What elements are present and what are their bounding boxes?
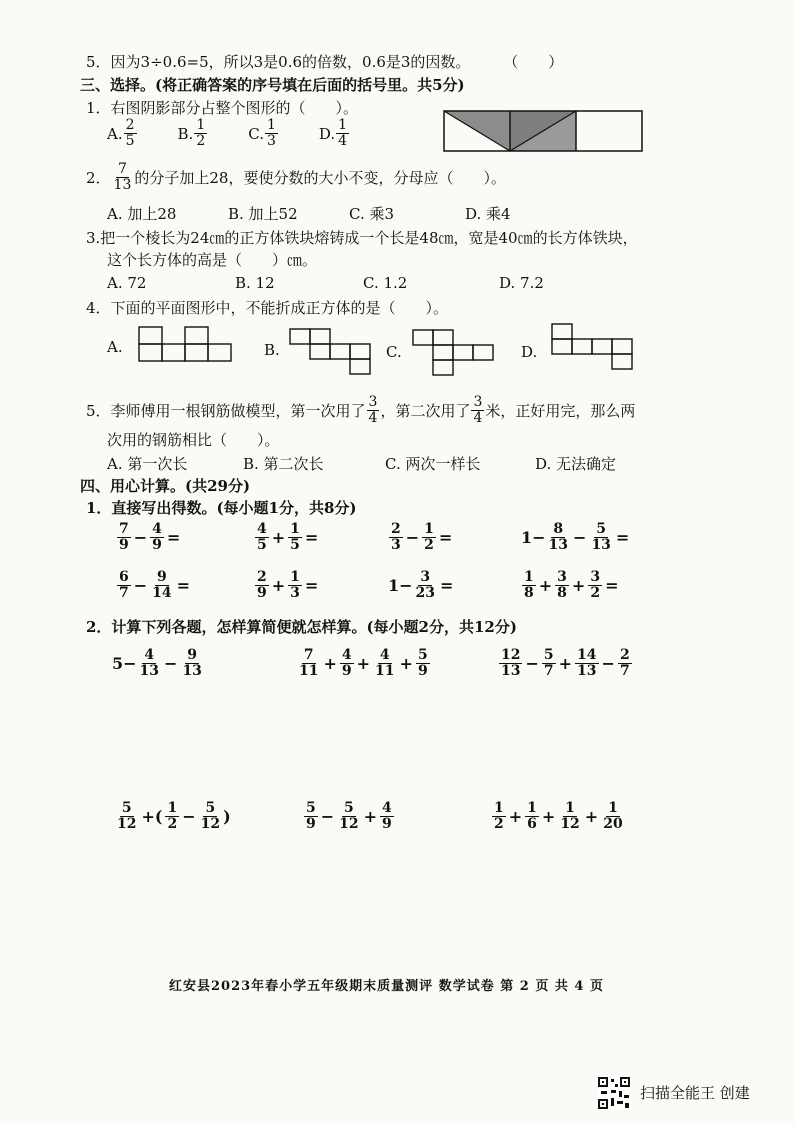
numerator: 1	[524, 569, 534, 585]
denominator: 2	[167, 816, 178, 832]
cube-net-a	[138, 326, 238, 366]
numerator: 2	[257, 569, 267, 585]
operator: +	[541, 807, 556, 826]
denominator: 11	[375, 663, 395, 679]
denominator: 9	[382, 816, 392, 832]
fraction	[525, 801, 539, 832]
fraction	[117, 570, 131, 601]
numerator: 5	[344, 800, 354, 816]
denominator: 5	[125, 133, 135, 149]
numerator: 3	[590, 569, 601, 585]
choice-question-4: 4．下面的平面图形中，不能折成正方体的是（ ）。	[86, 299, 449, 317]
denominator: 14	[152, 585, 172, 601]
denominator: 12	[339, 816, 359, 832]
qr-code-icon	[597, 1076, 631, 1110]
choice-question-3: 3.把一个棱长为24㎝的正方体铁块熔铸成一个长是48㎝，宽是40㎝的长方体铁块，	[86, 229, 638, 247]
denominator: 8	[524, 585, 534, 601]
denominator: 5	[290, 537, 300, 553]
numerator: 2	[125, 117, 135, 133]
fraction	[492, 801, 506, 832]
denominator: 20	[603, 816, 623, 832]
simplify-calc-item	[296, 648, 431, 679]
denominator: 6	[527, 816, 537, 832]
operator: +	[508, 807, 523, 826]
simplify-calc-item	[112, 648, 205, 679]
choice-question-5-line2: 次用的钢筋相比（ ）。	[107, 431, 280, 449]
numerator: 4	[379, 647, 390, 663]
denominator: 23	[415, 585, 436, 601]
denominator: 2	[494, 816, 504, 832]
option: C. 两次一样长	[385, 455, 481, 473]
choice-question-1-options	[107, 118, 390, 149]
fraction: $\frac{3}{4}$	[473, 394, 483, 426]
numerator: 2	[619, 647, 630, 663]
fraction	[288, 570, 302, 601]
numerator: 3	[557, 569, 567, 585]
numerator: 4	[257, 521, 267, 537]
denominator: 9	[341, 663, 352, 679]
fraction	[558, 801, 581, 832]
option: C. 乘3	[349, 205, 395, 223]
fraction	[337, 801, 360, 832]
numerator: 3	[420, 569, 431, 585]
fraction	[199, 801, 222, 832]
fraction	[542, 648, 556, 679]
net-label-d: D.	[521, 343, 538, 361]
numerator: 8	[553, 521, 564, 537]
judge-question-5: 5．因为3÷0.6=5，所以3是0.6的倍数，0.6是3的因数。 （ ）	[86, 53, 564, 71]
fraction	[138, 648, 161, 679]
operator: −	[133, 528, 148, 547]
numerator: 2	[391, 521, 401, 537]
numerator: 5	[306, 800, 316, 816]
numerator: 4	[341, 647, 352, 663]
operator: −	[320, 807, 335, 826]
section-3-title: 三、选择。(将正确答案的序号填在后面的括号里。共5分)	[80, 76, 465, 94]
fraction	[340, 648, 354, 679]
fraction	[194, 118, 207, 149]
numerator: 5	[205, 800, 216, 816]
operator: +	[558, 654, 573, 673]
denominator: 9	[152, 537, 162, 553]
operator: 1−	[521, 528, 546, 547]
numerator: 14	[577, 647, 597, 663]
fraction	[117, 522, 131, 553]
equals: =	[166, 528, 181, 547]
denominator: 2	[590, 585, 601, 601]
operator: +	[323, 654, 337, 673]
fraction	[297, 648, 320, 679]
numerator: 4	[144, 647, 155, 663]
choice-question-3-line2: 这个长方体的高是（ ）㎝。	[107, 251, 318, 269]
simplify-calc-item	[303, 801, 395, 832]
choice-question-3-options	[107, 273, 599, 293]
fraction	[115, 801, 138, 832]
fraction	[180, 648, 203, 679]
numerator: 9	[157, 569, 167, 585]
quick-calc-item	[254, 570, 320, 601]
numerator: 1	[290, 569, 300, 585]
numerator: 5	[596, 521, 607, 537]
operator: −	[525, 654, 539, 673]
simplify-calc-item	[114, 801, 231, 832]
fraction	[255, 522, 269, 553]
denominator: 9	[417, 663, 428, 679]
operator: 1−	[388, 576, 413, 595]
cube-net-c	[412, 329, 502, 377]
fraction	[373, 648, 396, 679]
fraction	[522, 570, 536, 601]
quick-calc-item	[521, 522, 631, 553]
fraction	[304, 801, 318, 832]
denominator: 4	[338, 133, 348, 149]
fraction	[150, 522, 164, 553]
net-label-c: C.	[386, 343, 402, 361]
denominator: 13	[139, 663, 160, 679]
fraction	[389, 522, 403, 553]
fraction	[165, 801, 179, 832]
numerator: 1	[527, 800, 537, 816]
fraction: $\frac{7}{13}$	[113, 161, 132, 193]
numerator: 6	[119, 569, 129, 585]
numerator: 12	[501, 647, 521, 663]
option-label: C.	[248, 124, 264, 143]
equals: =	[605, 576, 619, 595]
fraction	[589, 522, 612, 553]
denominator: 2	[424, 537, 434, 553]
fraction	[575, 648, 598, 679]
operator: −	[601, 654, 615, 673]
fraction: $\frac{3}{4}$	[368, 394, 378, 426]
numerator: 7	[119, 521, 129, 537]
choice-question-1: 1．右图阴影部分占整个图形的（ ）。	[86, 99, 359, 117]
option-label: B.	[177, 124, 194, 143]
operator: +	[571, 576, 586, 595]
calc-part-1-title: 1．直接写出得数。(每小题1分，共8分)	[86, 499, 357, 517]
operator: )	[223, 807, 231, 826]
denominator: 12	[560, 816, 580, 832]
option: A. 72	[107, 274, 147, 292]
denominator: 9	[119, 537, 129, 553]
fraction	[422, 522, 436, 553]
equals: =	[304, 528, 319, 547]
fraction	[380, 801, 394, 832]
operator: −	[133, 576, 148, 595]
fraction	[414, 570, 437, 601]
denominator: 9	[306, 816, 316, 832]
operator: +	[584, 807, 599, 826]
equals: =	[176, 576, 191, 595]
denominator: 13	[548, 537, 569, 553]
denominator: 7	[543, 663, 554, 679]
operator: +(	[141, 807, 163, 826]
net-label-b: B.	[264, 341, 280, 359]
numerator: 5	[543, 647, 554, 663]
denominator: 3	[266, 133, 276, 149]
choice-question-2-options	[107, 204, 565, 224]
numerator: 1	[565, 800, 575, 816]
option	[248, 118, 279, 149]
option: D. 7.2	[499, 274, 544, 292]
quick-calc-item	[521, 570, 620, 601]
fraction	[588, 570, 602, 601]
fraction	[499, 648, 522, 679]
denominator: 3	[391, 537, 401, 553]
denominator: 8	[557, 585, 567, 601]
operator: 5−	[112, 654, 137, 673]
fraction	[416, 648, 430, 679]
option-label: A.	[107, 124, 123, 143]
fraction	[150, 570, 173, 601]
equals: =	[438, 528, 453, 547]
fraction	[288, 522, 302, 553]
denominator: 5	[257, 537, 267, 553]
option: A. 加上28	[107, 205, 177, 223]
operator: −	[405, 528, 420, 547]
calc-part-2-title: 2．计算下列各题，怎样算简便就怎样算。(每小题2分，共12分)	[86, 618, 517, 636]
numerator: 1	[338, 117, 348, 133]
operator: +	[538, 576, 553, 595]
choice-question-2: 2． $\frac{7}{13}$ 的分子加上28，要使分数的大小不变，分母应（ ）。	[86, 161, 506, 193]
equals: =	[440, 576, 454, 595]
denominator: 7	[119, 585, 129, 601]
operator: +	[399, 654, 413, 673]
fraction	[265, 118, 278, 149]
fraction	[555, 570, 569, 601]
numerator: 1	[167, 800, 178, 816]
operator: +	[271, 576, 286, 595]
option	[319, 118, 350, 149]
choice-question-5-options	[107, 454, 635, 474]
denominator: 13	[577, 663, 597, 679]
numerator: 4	[152, 521, 162, 537]
simplify-calc-item	[498, 648, 633, 679]
numerator: 1	[608, 800, 618, 816]
section-4-title: 四、用心计算。(共29分)	[80, 477, 251, 495]
operator: −	[182, 807, 196, 826]
numerator: 1	[266, 117, 276, 133]
equals: =	[304, 576, 319, 595]
simplify-calc-item	[491, 801, 626, 832]
operator: +	[271, 528, 286, 547]
numerator: 5	[121, 800, 132, 816]
quick-calc-item	[388, 570, 455, 601]
denominator: 13	[591, 537, 611, 553]
denominator: 9	[257, 585, 267, 601]
fraction	[255, 570, 269, 601]
numerator: 1	[424, 521, 434, 537]
numerator: 1	[196, 117, 206, 133]
operator: −	[573, 528, 587, 547]
option: D. 无法确定	[535, 455, 617, 473]
scanner-watermark: 扫描全能王 创建	[640, 1084, 750, 1102]
fraction	[601, 801, 624, 832]
quick-calc-item	[116, 522, 182, 553]
option: C. 1.2	[363, 274, 408, 292]
option	[178, 118, 209, 149]
denominator: 2	[196, 133, 206, 149]
numerator: 5	[417, 647, 428, 663]
numerator: 7	[303, 647, 314, 663]
denominator: 12	[200, 816, 221, 832]
equals: =	[615, 528, 630, 547]
fraction	[547, 522, 570, 553]
cube-net-b	[289, 328, 379, 376]
shaded-figure	[443, 110, 643, 152]
option: D. 乘4	[465, 205, 511, 223]
option: B. 第二次长	[243, 455, 324, 473]
denominator: 13	[501, 663, 521, 679]
numerator: 9	[187, 647, 198, 663]
fraction	[336, 118, 349, 149]
numerator: 4	[382, 800, 392, 816]
quick-calc-item	[388, 522, 454, 553]
denominator: 7	[619, 663, 630, 679]
choice-question-5: 5．李师傅用一根钢筋做模型，第一次用了 $\frac{3}{4}$ ，第二次用了 $\frac{3}{4}$ 米，正好用完，那么两	[86, 394, 636, 426]
fraction	[124, 118, 137, 149]
quick-calc-item	[254, 522, 320, 553]
denominator: 11	[299, 663, 319, 679]
operator: −	[164, 654, 178, 673]
denominator: 3	[290, 585, 300, 601]
net-label-a: A.	[107, 338, 123, 356]
option: A. 第一次长	[107, 455, 188, 473]
cube-net-d	[551, 323, 636, 371]
option	[107, 118, 138, 149]
numerator: 1	[494, 800, 504, 816]
option: B. 12	[235, 274, 275, 292]
operator: +	[363, 807, 378, 826]
numerator: 1	[290, 521, 300, 537]
quick-calc-item	[116, 570, 192, 601]
fraction	[618, 648, 632, 679]
page-footer: 红安县2023年春小学五年级期末质量测评 数学试卷 第 2 页 共 4 页	[169, 979, 604, 994]
denominator: 12	[117, 816, 137, 832]
answer-parens: （ ）	[503, 53, 564, 71]
denominator: 13	[182, 663, 202, 679]
operator: +	[356, 654, 371, 673]
option-label: D.	[318, 124, 336, 143]
option: B. 加上52	[228, 205, 298, 223]
